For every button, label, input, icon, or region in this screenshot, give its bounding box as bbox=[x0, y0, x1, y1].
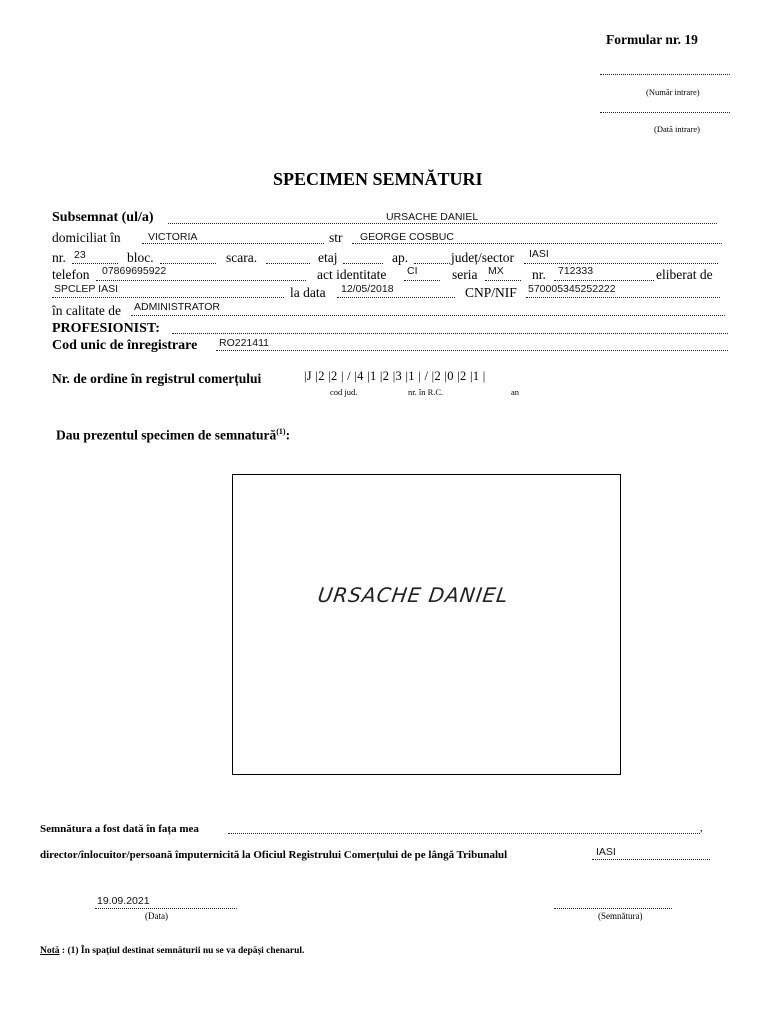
id-type-field[interactable]: CI bbox=[407, 265, 418, 277]
given-before-line bbox=[228, 833, 700, 834]
floor-label: etaj bbox=[318, 250, 338, 265]
professional-label: PROFESIONIST: bbox=[52, 321, 160, 336]
reg-number-cells[interactable]: |J |2 |2 | / |4 |1 |2 |3 |1 | / |2 |0 |2 |1 | bbox=[304, 369, 486, 383]
on-date-label: la data bbox=[290, 285, 326, 300]
block-line bbox=[160, 263, 216, 264]
cnp-line bbox=[526, 297, 720, 298]
signature-handwriting: URSACHE DANIEL bbox=[316, 583, 511, 607]
county-line bbox=[524, 263, 718, 264]
phone-line bbox=[96, 280, 306, 281]
signature-box[interactable] bbox=[232, 474, 621, 775]
floor-line bbox=[343, 263, 383, 264]
cap-county-code: cod jud. bbox=[330, 387, 358, 397]
professional-line bbox=[172, 333, 728, 334]
id-number-label: nr. bbox=[532, 267, 546, 282]
date-line bbox=[95, 908, 237, 909]
county-field[interactable]: IASI bbox=[529, 248, 549, 260]
id-number-line bbox=[554, 280, 654, 281]
cnp-label: CNP/NIF bbox=[465, 285, 517, 300]
id-doc-label: act identitate bbox=[317, 267, 387, 282]
footnote-mark: (1) bbox=[276, 427, 286, 436]
locality-line bbox=[142, 243, 324, 244]
date-field[interactable]: 19.09.2021 bbox=[97, 895, 150, 907]
unique-code-label: Cod unic de înregistrare bbox=[52, 338, 198, 353]
tribunal-line bbox=[592, 859, 710, 860]
page-title: SPECIMEN SEMNĂTURI bbox=[273, 169, 483, 189]
date-caption: (Data) bbox=[145, 911, 168, 921]
id-number-field[interactable]: 712333 bbox=[558, 265, 594, 277]
role-line bbox=[131, 315, 725, 316]
note-label: Notă bbox=[40, 946, 60, 956]
given-before-label: Semnătura a fost dată în fața mea bbox=[40, 823, 199, 835]
nr-field[interactable]: 23 bbox=[74, 249, 86, 261]
id-type-line bbox=[404, 280, 440, 281]
cap-rc-number: nr. în R.C. bbox=[408, 387, 444, 397]
note-text: : (1) În spațiul destinat semnăturii nu se va depăși chenarul. bbox=[59, 946, 305, 956]
name-line bbox=[168, 223, 717, 224]
signature-line bbox=[554, 908, 672, 909]
cui-field[interactable]: RO221411 bbox=[219, 337, 270, 349]
entry-date-line bbox=[600, 112, 730, 113]
issue-date-line bbox=[337, 297, 455, 298]
block-label: bloc. bbox=[127, 250, 154, 265]
issue-date-field[interactable]: 12/05/2018 bbox=[341, 283, 394, 295]
series-field[interactable]: MX bbox=[488, 265, 504, 277]
name-field[interactable]: URSACHE DANIEL bbox=[386, 211, 479, 223]
apartment-line bbox=[414, 263, 450, 264]
specimen-text: Dau prezentul specimen de semnatură bbox=[56, 427, 277, 443]
role-field[interactable]: ADMINISTRATOR bbox=[134, 301, 220, 313]
specimen-colon: : bbox=[285, 427, 291, 443]
street-label: str bbox=[329, 230, 343, 245]
reg-number-label: Nr. de ordine în registrul comerțului bbox=[52, 371, 262, 386]
undersigned-label: Subsemnat (ul/a) bbox=[52, 210, 154, 225]
nr-line bbox=[72, 263, 118, 264]
nr-label: nr. bbox=[52, 250, 66, 265]
phone-label: telefon bbox=[52, 267, 90, 282]
issued-by-line bbox=[52, 297, 284, 298]
entry-date-caption: (Dată intrare) bbox=[654, 124, 701, 134]
footnote bbox=[40, 946, 304, 956]
cui-line bbox=[216, 350, 728, 351]
cnp-field[interactable]: 570005345252222 bbox=[528, 283, 616, 295]
apartment-label: ap. bbox=[392, 250, 409, 265]
locality-field[interactable]: VICTORIA bbox=[148, 231, 198, 243]
specimen-statement bbox=[56, 427, 290, 444]
form-number: Formular nr. 19 bbox=[606, 32, 698, 47]
series-line bbox=[485, 280, 521, 281]
entry-number-line bbox=[600, 74, 730, 75]
entry-number-caption: (Număr intrare) bbox=[646, 87, 700, 97]
county-label: județ/sector bbox=[451, 250, 514, 265]
tribunal-field[interactable]: IASI bbox=[596, 846, 616, 858]
issued-by-field[interactable]: SPCLEP IASI bbox=[54, 283, 119, 295]
issued-by-label: eliberat de bbox=[656, 267, 713, 282]
phone-field[interactable]: 07869695922 bbox=[102, 265, 167, 277]
cap-year: an bbox=[511, 387, 520, 397]
street-line bbox=[352, 243, 722, 244]
signature-caption: (Semnătura) bbox=[598, 911, 643, 921]
series-label: seria bbox=[452, 267, 478, 282]
stair-label: scara. bbox=[226, 250, 258, 265]
director-line-label: director/înlocuitor/persoană împuternicită la Oficiul Registrului Comerțului de pe lângă Tribunalul bbox=[40, 849, 508, 861]
role-label: în calitate de bbox=[52, 303, 121, 318]
street-field[interactable]: GEORGE COSBUC bbox=[360, 231, 454, 243]
stair-line bbox=[266, 263, 310, 264]
domiciled-label: domiciliat în bbox=[52, 230, 121, 245]
